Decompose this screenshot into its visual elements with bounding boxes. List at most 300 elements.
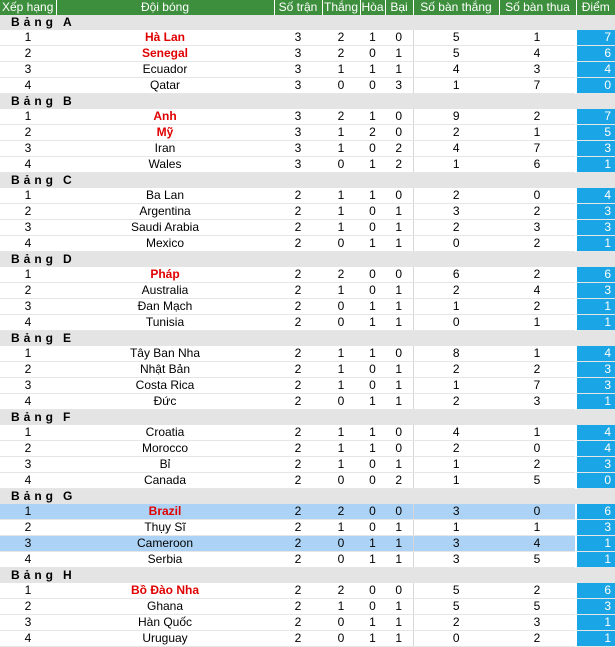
team-played: 2 [274, 346, 322, 362]
team-played: 2 [274, 267, 322, 283]
team-points: 4 [576, 346, 615, 362]
team-row[interactable] [0, 236, 615, 252]
team-name[interactable]: Tunisia [56, 315, 274, 331]
team-draws: 1 [360, 615, 385, 631]
team-row[interactable] [0, 78, 615, 94]
team-goals-against: 4 [499, 536, 576, 552]
team-goals-for: 5 [413, 599, 499, 615]
team-name[interactable]: Brazil [56, 504, 274, 520]
team-rank: 1 [0, 346, 56, 362]
header-goals-for[interactable]: Số bàn thắng [413, 0, 499, 15]
team-name[interactable]: Cameroon [56, 536, 274, 552]
team-rank: 1 [0, 109, 56, 125]
team-draws: 0 [360, 46, 385, 62]
team-draws: 0 [360, 141, 385, 157]
team-wins: 1 [322, 346, 360, 362]
team-played: 3 [274, 62, 322, 78]
team-points: 3 [576, 599, 615, 615]
team-goals-for: 2 [413, 362, 499, 378]
team-goals-against: 2 [499, 204, 576, 220]
team-name[interactable]: Hàn Quốc [56, 615, 274, 631]
team-row[interactable] [0, 125, 615, 141]
header-loss[interactable]: Bại [385, 0, 413, 15]
team-row[interactable] [0, 109, 615, 125]
team-row[interactable] [0, 362, 615, 378]
team-wins: 0 [322, 157, 360, 173]
team-points: 3 [576, 141, 615, 157]
team-rank: 1 [0, 30, 56, 46]
team-losses: 1 [385, 62, 413, 78]
team-goals-against: 1 [499, 315, 576, 331]
team-rank: 1 [0, 267, 56, 283]
team-points: 1 [576, 299, 615, 315]
team-row[interactable] [0, 520, 615, 536]
team-goals-against: 7 [499, 141, 576, 157]
team-name[interactable]: Canada [56, 473, 274, 489]
group-letter: D [63, 252, 72, 266]
header-points[interactable]: Điểm [576, 0, 615, 15]
team-losses: 0 [385, 504, 413, 520]
team-draws: 0 [360, 378, 385, 394]
team-wins: 1 [322, 599, 360, 615]
team-wins: 2 [322, 583, 360, 599]
team-played: 2 [274, 441, 322, 457]
team-goals-for: 4 [413, 141, 499, 157]
team-points: 7 [576, 109, 615, 125]
team-goals-for: 9 [413, 109, 499, 125]
team-losses: 1 [385, 631, 413, 647]
team-points: 4 [576, 441, 615, 457]
team-points: 0 [576, 78, 615, 94]
team-goals-against: 1 [499, 425, 576, 441]
team-wins: 0 [322, 394, 360, 410]
team-rank: 3 [0, 457, 56, 473]
team-goals-against: 3 [499, 220, 576, 236]
team-played: 2 [274, 520, 322, 536]
team-losses: 1 [385, 236, 413, 252]
team-goals-against: 5 [499, 599, 576, 615]
team-rank: 3 [0, 378, 56, 394]
team-goals-for: 2 [413, 615, 499, 631]
team-row[interactable] [0, 30, 615, 46]
group-header-row [0, 15, 615, 30]
team-rank: 3 [0, 62, 56, 78]
team-name[interactable]: Bồ Đào Nha [56, 583, 274, 599]
team-goals-against: 2 [499, 362, 576, 378]
team-row[interactable] [0, 473, 615, 489]
team-rank: 1 [0, 583, 56, 599]
team-name[interactable]: Thụy Sĩ [56, 520, 274, 536]
team-row[interactable] [0, 504, 615, 520]
team-name[interactable]: Wales [56, 157, 274, 173]
team-name[interactable]: Nhật Bản [56, 362, 274, 378]
group-label: Bảng [11, 568, 57, 582]
team-losses: 0 [385, 441, 413, 457]
team-wins: 1 [322, 220, 360, 236]
header-draw[interactable]: Hòa [361, 0, 384, 14]
team-wins: 2 [322, 46, 360, 62]
team-points: 3 [576, 378, 615, 394]
team-rank: 1 [0, 425, 56, 441]
team-row[interactable] [0, 441, 615, 457]
team-draws: 0 [360, 457, 385, 473]
team-goals-for: 2 [413, 283, 499, 299]
team-goals-for: 6 [413, 267, 499, 283]
team-rank: 4 [0, 157, 56, 173]
team-name[interactable]: Anh [56, 109, 274, 125]
header-win[interactable]: Thắng [323, 0, 359, 14]
team-points: 6 [576, 267, 615, 283]
group-title [0, 568, 615, 584]
team-name[interactable]: Đan Mạch [56, 299, 274, 315]
team-played: 2 [274, 283, 322, 299]
team-played: 2 [274, 504, 322, 520]
team-wins: 0 [322, 536, 360, 552]
team-played: 2 [274, 378, 322, 394]
team-losses: 2 [385, 141, 413, 157]
header-row [0, 0, 615, 15]
team-losses: 1 [385, 204, 413, 220]
group-title [0, 15, 615, 30]
team-draws: 1 [360, 157, 385, 173]
team-goals-against: 2 [499, 109, 576, 125]
team-goals-against: 1 [499, 346, 576, 362]
team-played: 2 [274, 299, 322, 315]
team-name[interactable]: Ecuador [56, 62, 274, 78]
team-rank: 2 [0, 520, 56, 536]
group-letter: H [63, 568, 72, 582]
team-goals-against: 0 [499, 441, 576, 457]
team-points: 6 [576, 504, 615, 520]
group-letter: B [63, 94, 72, 108]
team-row[interactable] [0, 552, 615, 568]
team-losses: 0 [385, 267, 413, 283]
team-points: 6 [576, 46, 615, 62]
team-rank: 2 [0, 362, 56, 378]
team-row[interactable] [0, 536, 615, 552]
team-name[interactable]: Senegal [56, 46, 274, 62]
team-losses: 0 [385, 346, 413, 362]
team-rank: 2 [0, 599, 56, 615]
team-losses: 1 [385, 552, 413, 568]
team-losses: 1 [385, 378, 413, 394]
team-played: 3 [274, 109, 322, 125]
team-losses: 1 [385, 520, 413, 536]
team-played: 2 [274, 552, 322, 568]
team-played: 2 [274, 362, 322, 378]
team-name[interactable]: Uruguay [56, 631, 274, 647]
team-goals-against: 0 [499, 504, 576, 520]
header-played[interactable]: Số trận [274, 0, 322, 15]
team-rank: 3 [0, 299, 56, 315]
group-letter: F [63, 410, 71, 424]
team-row[interactable] [0, 283, 615, 299]
header-goals-against[interactable]: Số bàn thua [499, 0, 576, 15]
team-row[interactable] [0, 346, 615, 362]
team-goals-for: 4 [413, 425, 499, 441]
team-draws: 1 [360, 441, 385, 457]
group-header-row [0, 568, 615, 584]
group-label: Bảng [11, 331, 57, 345]
team-rank: 1 [0, 188, 56, 204]
team-losses: 0 [385, 425, 413, 441]
team-points: 1 [576, 536, 615, 552]
team-wins: 0 [322, 299, 360, 315]
team-row[interactable] [0, 394, 615, 410]
team-row[interactable] [0, 141, 615, 157]
group-header-row [0, 94, 615, 110]
team-losses: 1 [385, 394, 413, 410]
team-name[interactable]: Iran [56, 141, 274, 157]
header-rank[interactable]: Xếp hạng [0, 0, 56, 15]
team-name[interactable]: Croatia [56, 425, 274, 441]
team-goals-against: 5 [499, 473, 576, 489]
team-wins: 2 [322, 109, 360, 125]
team-played: 2 [274, 188, 322, 204]
team-draws: 0 [360, 520, 385, 536]
team-goals-against: 2 [499, 583, 576, 599]
team-name[interactable]: Costa Rica [56, 378, 274, 394]
team-draws: 1 [360, 425, 385, 441]
team-losses: 1 [385, 599, 413, 615]
team-wins: 1 [322, 188, 360, 204]
team-rank: 4 [0, 473, 56, 489]
team-rank: 4 [0, 236, 56, 252]
group-label: Bảng [11, 410, 57, 424]
team-wins: 2 [322, 267, 360, 283]
team-row[interactable] [0, 267, 615, 283]
team-draws: 0 [360, 362, 385, 378]
team-draws: 1 [360, 109, 385, 125]
team-goals-for: 3 [413, 552, 499, 568]
team-points: 3 [576, 283, 615, 299]
team-row[interactable] [0, 157, 615, 173]
team-points: 1 [576, 157, 615, 173]
team-goals-for: 1 [413, 473, 499, 489]
team-name[interactable]: Đức [56, 394, 274, 410]
group-label: Bảng [11, 15, 57, 29]
team-losses: 2 [385, 473, 413, 489]
team-goals-for: 1 [413, 299, 499, 315]
team-played: 2 [274, 457, 322, 473]
team-row[interactable] [0, 599, 615, 615]
team-goals-against: 2 [499, 631, 576, 647]
team-row[interactable] [0, 299, 615, 315]
team-wins: 1 [322, 378, 360, 394]
team-goals-for: 2 [413, 125, 499, 141]
team-goals-against: 4 [499, 283, 576, 299]
team-goals-against: 5 [499, 552, 576, 568]
team-row[interactable] [0, 46, 615, 62]
team-played: 2 [274, 236, 322, 252]
team-wins: 0 [322, 78, 360, 94]
team-goals-against: 1 [499, 30, 576, 46]
team-points: 3 [576, 204, 615, 220]
team-rank: 3 [0, 615, 56, 631]
team-goals-for: 0 [413, 631, 499, 647]
team-rank: 1 [0, 504, 56, 520]
team-wins: 0 [322, 315, 360, 331]
team-draws: 1 [360, 346, 385, 362]
team-goals-for: 1 [413, 378, 499, 394]
team-points: 1 [576, 615, 615, 631]
team-draws: 1 [360, 236, 385, 252]
team-wins: 0 [322, 473, 360, 489]
team-points: 4 [576, 62, 615, 78]
team-losses: 1 [385, 457, 413, 473]
team-wins: 1 [322, 141, 360, 157]
team-wins: 0 [322, 236, 360, 252]
team-wins: 1 [322, 125, 360, 141]
team-draws: 0 [360, 220, 385, 236]
team-points: 1 [576, 315, 615, 331]
team-played: 2 [274, 599, 322, 615]
team-played: 2 [274, 536, 322, 552]
team-goals-for: 5 [413, 46, 499, 62]
group-header-row [0, 489, 615, 505]
team-row[interactable] [0, 425, 615, 441]
team-wins: 2 [322, 30, 360, 46]
team-draws: 0 [360, 504, 385, 520]
team-wins: 1 [322, 425, 360, 441]
team-draws: 1 [360, 188, 385, 204]
team-played: 3 [274, 78, 322, 94]
team-goals-for: 1 [413, 457, 499, 473]
group-letter: E [63, 331, 72, 345]
team-goals-against: 6 [499, 157, 576, 173]
team-goals-for: 3 [413, 504, 499, 520]
group-header-row [0, 252, 615, 268]
team-wins: 1 [322, 457, 360, 473]
team-points: 4 [576, 425, 615, 441]
team-points: 3 [576, 520, 615, 536]
team-draws: 1 [360, 62, 385, 78]
team-points: 0 [576, 473, 615, 489]
team-goals-for: 0 [413, 236, 499, 252]
team-name[interactable]: Bỉ [56, 457, 274, 473]
team-name[interactable]: Qatar [56, 78, 274, 94]
team-rank: 2 [0, 46, 56, 62]
team-draws: 2 [360, 125, 385, 141]
team-rank: 2 [0, 125, 56, 141]
team-draws: 0 [360, 473, 385, 489]
team-goals-for: 1 [413, 157, 499, 173]
team-draws: 1 [360, 536, 385, 552]
team-row[interactable] [0, 62, 615, 78]
group-letter: A [63, 15, 72, 29]
team-goals-against: 4 [499, 46, 576, 62]
team-wins: 0 [322, 615, 360, 631]
team-row[interactable] [0, 631, 615, 647]
team-name[interactable]: Morocco [56, 441, 274, 457]
team-name[interactable]: Ba Lan [56, 188, 274, 204]
team-played: 2 [274, 473, 322, 489]
team-played: 2 [274, 631, 322, 647]
team-draws: 0 [360, 599, 385, 615]
team-name[interactable]: Argentina [56, 204, 274, 220]
team-row[interactable] [0, 378, 615, 394]
team-name[interactable]: Saudi Arabia [56, 220, 274, 236]
team-goals-for: 2 [413, 220, 499, 236]
team-goals-against: 7 [499, 378, 576, 394]
team-goals-against: 2 [499, 267, 576, 283]
team-name[interactable]: Serbia [56, 552, 274, 568]
team-played: 2 [274, 615, 322, 631]
team-wins: 0 [322, 631, 360, 647]
team-name[interactable]: Tây Ban Nha [56, 346, 274, 362]
team-goals-against: 3 [499, 615, 576, 631]
team-row[interactable] [0, 188, 615, 204]
standings-body [0, 15, 615, 647]
team-losses: 3 [385, 78, 413, 94]
team-points: 1 [576, 552, 615, 568]
team-draws: 0 [360, 204, 385, 220]
group-title [0, 489, 615, 505]
team-played: 2 [274, 394, 322, 410]
team-name[interactable]: Mỹ [56, 125, 274, 141]
team-row[interactable] [0, 615, 615, 631]
team-losses: 1 [385, 536, 413, 552]
team-wins: 2 [322, 504, 360, 520]
team-losses: 0 [385, 30, 413, 46]
team-played: 2 [274, 204, 322, 220]
group-letter: G [63, 489, 73, 503]
team-wins: 1 [322, 520, 360, 536]
team-row[interactable] [0, 315, 615, 331]
team-rank: 4 [0, 394, 56, 410]
team-row[interactable] [0, 457, 615, 473]
team-played: 3 [274, 46, 322, 62]
team-losses: 1 [385, 283, 413, 299]
team-goals-against: 3 [499, 394, 576, 410]
team-rank: 2 [0, 441, 56, 457]
team-played: 2 [274, 583, 322, 599]
team-row[interactable] [0, 220, 615, 236]
team-draws: 0 [360, 283, 385, 299]
team-points: 1 [576, 236, 615, 252]
team-played: 3 [274, 141, 322, 157]
team-rank: 4 [0, 631, 56, 647]
team-row[interactable] [0, 583, 615, 599]
group-label: Bảng [11, 252, 57, 266]
team-rank: 2 [0, 283, 56, 299]
group-label: Bảng [11, 489, 57, 503]
team-losses: 2 [385, 157, 413, 173]
team-name[interactable]: Ghana [56, 599, 274, 615]
team-goals-for: 8 [413, 346, 499, 362]
header-team[interactable]: Đội bóng [56, 0, 274, 15]
team-points: 1 [576, 394, 615, 410]
group-title [0, 173, 615, 189]
team-goals-against: 1 [499, 125, 576, 141]
team-name[interactable]: Hà Lan [56, 30, 274, 46]
team-wins: 1 [322, 283, 360, 299]
team-draws: 1 [360, 552, 385, 568]
team-played: 2 [274, 220, 322, 236]
group-title [0, 252, 615, 268]
team-losses: 1 [385, 315, 413, 331]
team-draws: 0 [360, 267, 385, 283]
team-losses: 1 [385, 220, 413, 236]
team-goals-for: 1 [413, 520, 499, 536]
team-name[interactable]: Mexico [56, 236, 274, 252]
team-losses: 1 [385, 46, 413, 62]
team-name[interactable]: Pháp [56, 267, 274, 283]
team-row[interactable] [0, 204, 615, 220]
team-name[interactable]: Australia [56, 283, 274, 299]
team-goals-against: 7 [499, 78, 576, 94]
team-rank: 3 [0, 141, 56, 157]
